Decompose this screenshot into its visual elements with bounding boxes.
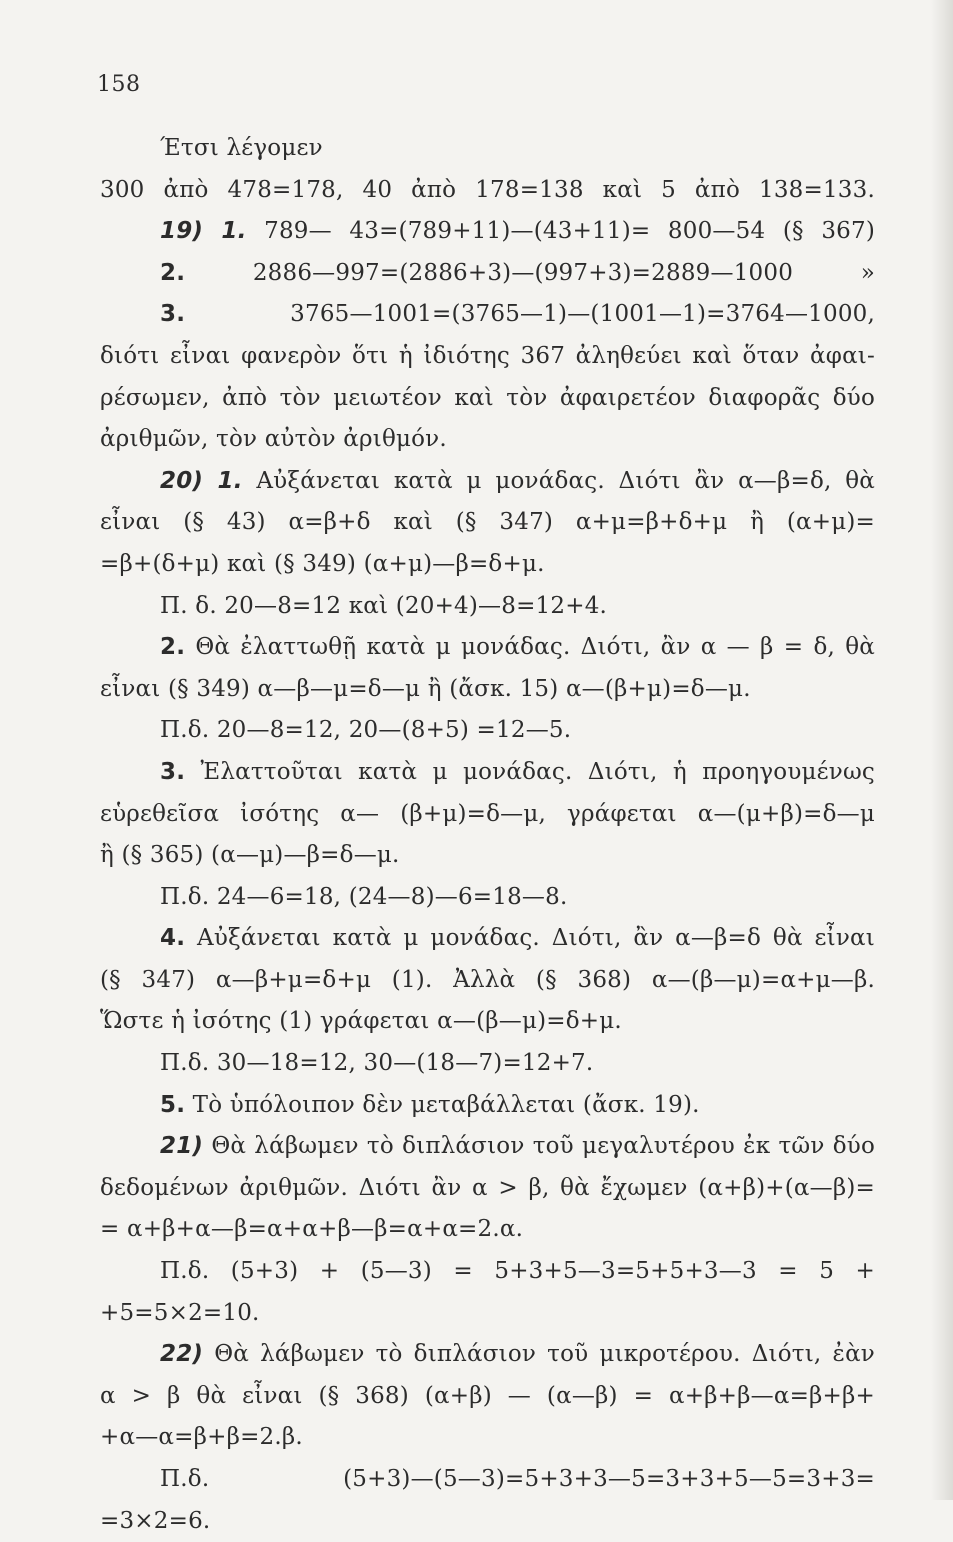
text-line xyxy=(100,1043,875,1085)
exercise-number: 3. xyxy=(160,758,186,785)
text-line xyxy=(100,253,875,295)
line-text: Ἐλαττοῦται κατὰ μ μονάδας. Διότι, ἡ προηγουμένως xyxy=(185,758,875,785)
line-text: ἀριθμῶν, τὸν αὐτὸν ἀριθμόν. xyxy=(100,426,447,453)
line-text: Θὰ λάβωμεν τὸ διπλάσιον τοῦ μεγαλυτέρου ἐκ τῶν δύο xyxy=(203,1133,875,1160)
line-text: Π.δ. 20—8=12, 20—(8+5) =12—5. xyxy=(160,717,572,744)
line-text: Π.δ. 24—6=18, (24—8)—6=18—8. xyxy=(160,883,568,910)
text-line xyxy=(100,794,875,836)
text-line xyxy=(100,1251,875,1293)
line-text: διότι εἶναι φανερὸν ὅτι ἡ ἰδιότης 367 ἀληθεύει καὶ ὅταν ἀφαι- xyxy=(100,342,875,369)
line-text: 789— 43=(789+11)—(43+11)= 800—54 (§ 367) xyxy=(246,218,875,245)
text-line xyxy=(100,835,875,877)
text-line xyxy=(100,710,875,752)
text-line xyxy=(100,336,875,378)
text-line xyxy=(100,627,875,669)
exercise-number: 2. xyxy=(160,634,186,661)
line-text: = α+β+α—β=α+α+β—β=α+α=2.α. xyxy=(100,1216,524,1243)
text-line xyxy=(100,1459,875,1501)
line-text: ἢ (§ 365) (α—μ)—β=δ—μ. xyxy=(100,842,400,869)
line-text: εἶναι (§ 349) α—β—μ=δ—μ ἢ (ἄσκ. 15) α—(β+μ)=δ—μ. xyxy=(100,675,751,702)
line-text: +5=5×2=10. xyxy=(100,1299,260,1326)
text-line xyxy=(100,1501,875,1542)
line-text: (§ 347) α—β+μ=δ+μ (1). Ἀλλὰ (§ 368) α—(β—μ)=α+μ—β. xyxy=(100,966,875,993)
line-text: +α—α=β+β=2.β. xyxy=(100,1424,303,1451)
text-line xyxy=(100,461,875,503)
line-text: ρέσωμεν, ἀπὸ τὸν μειωτέον καὶ τὸν ἀφαιρετέον διαφορᾶς δύο xyxy=(100,384,875,411)
line-text: Έτσι λέγομεν xyxy=(160,135,323,161)
line-text: 3765—1001=(3765—1)—(1001—1)=3764—1000, xyxy=(185,301,875,328)
text-line xyxy=(100,1001,875,1043)
exercise-number: 22) xyxy=(160,1341,204,1368)
line-text: Θὰ ἐλαττωθῇ κατὰ μ μονάδας. Διότι, ἂν α — β = δ, θὰ xyxy=(185,634,875,661)
page-edge-shadow xyxy=(931,0,953,1500)
exercise-number: 20) 1. xyxy=(160,467,243,494)
line-text: α > β θὰ εἶναι (§ 368) (α+β) — (α—β) = α+β+β—α=β+β+ xyxy=(100,1382,875,1409)
line-text: =β+(δ+μ) καὶ (§ 349) (α+μ)—β=δ+μ. xyxy=(100,550,545,577)
line-text: Αὐξάνεται κατὰ μ μονάδας. Διότι ἂν α—β=δ, θὰ xyxy=(242,467,875,494)
line-text: Π.δ. (5+3) + (5—3) = 5+3+5—3=5+5+3—3 = 5 + xyxy=(160,1258,875,1285)
exercise-number: 4. xyxy=(160,925,186,952)
line-text: Ὥστε ἡ ἰσότης (1) γράφεται α—(β—μ)=δ+μ. xyxy=(100,1008,622,1035)
line-text: Θὰ λάβωμεν τὸ διπλάσιον τοῦ μικροτέρου. Διότι, ἐὰν xyxy=(203,1341,875,1368)
line-text: Π.δ. (5+3)—(5—3)=5+3+3—5=3+3+5—5=3+3= xyxy=(160,1466,875,1492)
text-line xyxy=(100,544,875,586)
text-line xyxy=(100,1168,875,1210)
text-line xyxy=(100,877,875,919)
line-text: =3×2=6. xyxy=(100,1507,211,1534)
text-line xyxy=(100,1334,875,1376)
text-line xyxy=(100,669,875,711)
text-line xyxy=(100,1293,875,1335)
text-line xyxy=(100,128,875,170)
text-line xyxy=(100,419,875,461)
text-line xyxy=(100,1085,875,1127)
text-line xyxy=(100,211,875,253)
line-text: Τὸ ὑπόλοιπον δὲν μεταβάλλεται (ἄσκ. 19). xyxy=(185,1091,700,1118)
text-line xyxy=(100,378,875,420)
text-line xyxy=(100,1417,875,1459)
line-text: Π.δ. 30—18=12, 30—(18—7)=12+7. xyxy=(160,1050,594,1077)
text-line xyxy=(100,1126,875,1168)
text-line xyxy=(100,170,875,212)
text-line xyxy=(100,294,875,336)
exercise-number: 21) xyxy=(160,1133,204,1160)
line-text: 300 ἀπὸ 478=178, 40 ἀπὸ 178=138 καὶ 5 ἀπὸ 138=133. xyxy=(100,176,875,203)
text-line xyxy=(100,1376,875,1418)
exercise-number: 19) 1. xyxy=(160,218,247,245)
page-number: 158 xyxy=(97,72,141,97)
line-text: Αὐξάνεται κατὰ μ μονάδας. Διότι, ἂν α—β=δ θὰ εἶναι xyxy=(185,925,875,952)
line-text: δεδομένων ἀριθμῶν. Διότι ἂν α > β, θὰ ἔχωμεν (α+β)+(α—β)= xyxy=(100,1174,875,1201)
line-text: εὑρεθεῖσα ἰσότης α— (β+μ)=δ—μ, γράφεται α—(μ+β)=δ—μ xyxy=(100,800,875,827)
line-text: 2886—997=(2886+3)—(997+3)=2889—1000 » xyxy=(185,259,875,286)
line-text: Π. δ. 20—8=12 καὶ (20+4)—8=12+4. xyxy=(160,592,608,619)
exercise-number: 2. xyxy=(160,259,186,286)
document-body xyxy=(100,128,875,1542)
text-line xyxy=(100,960,875,1002)
text-line xyxy=(100,502,875,544)
line-text: εἶναι (§ 43) α=β+δ καὶ (§ 347) α+μ=β+δ+μ ἢ (α+μ)= xyxy=(100,509,875,536)
text-line xyxy=(100,752,875,794)
text-line xyxy=(100,1209,875,1251)
text-line xyxy=(100,586,875,628)
exercise-number: 3. xyxy=(160,301,186,328)
text-line xyxy=(100,918,875,960)
exercise-number: 5. xyxy=(160,1091,186,1118)
